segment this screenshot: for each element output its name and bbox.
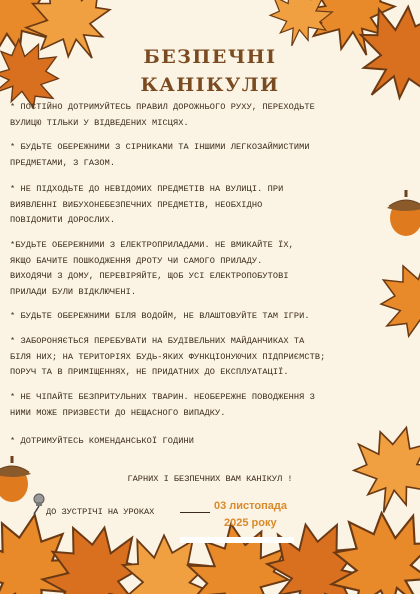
rule-line: ПОРУЧ ТА В ПРИМІЩЕННЯХ, НЕ ПРИДАТНИХ ДО ЕКСПЛУАТАЦІЇ.: [10, 367, 289, 377]
rule-paragraph: [10, 434, 402, 450]
rule-line: ВИЯВЛЕННІ ВИБУХОНЕБЕЗПЕЧНИХ ПРЕДМЕТІВ, НЕОБХІДНО: [10, 199, 263, 210]
rule-line: ПРИЛАДИ БУЛИ ВІДКЛЮЧЕНІ.: [10, 286, 137, 297]
rule-line: *БУДЬТЕ ОБЕРЕЖНИМИ З ЕЛЕКТРОПРИЛАДАМИ. НЕ ВМИКАЙТЕ ЇХ,: [10, 240, 294, 250]
see-you-text: ДО ЗУСТРІЧІ НА УРОКАХ: [46, 507, 155, 517]
date-underline: [180, 537, 294, 543]
rule-line: ВУЛИЦЮ ТІЛЬКИ У ВІДВЕДЕНИХ МІСЦЯХ.: [10, 117, 189, 128]
rule-line: ПОВІДОМИТИ ДОРОСЛИХ.: [10, 215, 116, 225]
return-year: 2025 року: [224, 517, 277, 529]
separator-line: [180, 512, 210, 513]
rule-paragraph: [10, 182, 402, 229]
rule-paragraph: [10, 100, 402, 131]
rule-paragraph: [10, 238, 402, 300]
rule-line: БІЛЯ НИХ; НА ТЕРИТОРІЯХ БУДЬ-ЯКИХ ФУНКЦІОНУЮЧИХ ПІДПРИЄМСТВ;: [10, 351, 326, 362]
rule-paragraph: [10, 309, 402, 325]
rule-paragraph: [10, 334, 402, 381]
rule-line: * ПОСТІЙНО ДОТРИМУЙТЕСЬ ПРАВИЛ ДОРОЖНЬОГО РУХУ, ПЕРЕХОДЬТЕ: [10, 102, 315, 112]
page-title: БЕЗПЕЧНІ: [143, 46, 277, 68]
rule-line: * БУДЬТЕ ОБЕРЕЖНИМИ БІЛЯ ВОДОЙМ, НЕ ВЛАШТОВУЙТЕ ТАМ ІГРИ.: [10, 311, 310, 321]
rule-line: * ЗАБОРОНЯЄТЬСЯ ПЕРЕБУВАТИ НА БУДІВЕЛЬНИХ МАЙДАНЧИКАХ ТА: [10, 336, 305, 346]
maple-leaf-icon: [343, 417, 420, 524]
rule-line: * БУДЬТЕ ОБЕРЕЖНИМИ З СІРНИКАМИ ТА ІНШИМИ ЛЕГКОЗАЙМИСТИМИ: [10, 142, 310, 152]
rule-line: ВИХОДЯЧИ З ДОМУ, ПЕРЕВІРЯЙТЕ, ЩОБ УСІ ЕЛЕКТРОПОБУТОВІ: [10, 271, 289, 281]
return-date: 03 листопада: [214, 500, 287, 512]
rule-line: * НЕ ЧІПАЙТЕ БЕЗПРИТУЛЬНИХ ТВАРИН. НЕОБЕРЕЖНЕ ПОВОДЖЕННЯ З: [10, 392, 315, 402]
rule-line: НИМИ МОЖЕ ПРИЗВЕСТИ ДО НЕЩАСНОГО ВИПАДКУ.: [10, 407, 226, 418]
closing-wish: ГАРНИХ І БЕЗПЕЧНИХ ВАМ КАНІКУЛ !: [127, 474, 293, 484]
rule-line: ПРЕДМЕТАМИ, З ГАЗОМ.: [10, 157, 116, 168]
rule-line: * ДОТРИМУЙТЕСЬ КОМЕНДАНСЬКОЇ ГОДИНИ: [10, 436, 194, 446]
page-subtitle: КАНІКУЛИ: [140, 74, 280, 96]
rule-paragraph: [10, 140, 402, 171]
rule-line: ЯКЩО БАЧИТЕ ПОШКОДЖЕННЯ ДРОТУ ЧИ САМОГО ПРИЛАДУ.: [10, 255, 263, 266]
rule-line: * НЕ ПІДХОДЬТЕ ДО НЕВІДОМИХ ПРЕДМЕТІВ НА ВУЛИЦІ. ПРИ: [10, 184, 284, 194]
rule-paragraph: [10, 390, 402, 421]
